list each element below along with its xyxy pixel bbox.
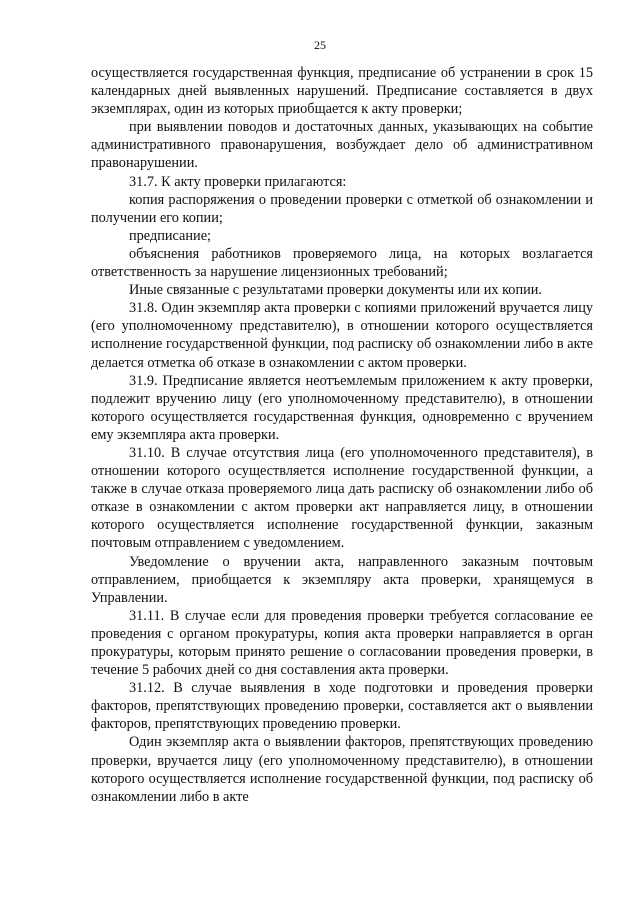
paragraph-31-12: 31.12. В случае выявления в ходе подготовки и проведения проверки факторов, препятствующих проведению проверки, составляется акт о выявлении факторов, препятствующих проведению проверки. (91, 680, 593, 733)
page-number: 25 (314, 38, 326, 52)
document-body (91, 64, 593, 806)
paragraph-prescription: предписание; (129, 227, 212, 244)
paragraph-31-8: 31.8. Один экземпляр акта проверки с копиями приложений вручается лицу (его уполномоченному представителю), в отношении которого осуществляется исполнение государственной функции, под расписку об ознакомлении либо в акте делается отметка об отказе в ознакомлении с актом проверки. (91, 300, 593, 371)
paragraph-order-copy: копия распоряжения о проведении проверки с отметкой об ознакомлении и получении его копии; (91, 191, 593, 226)
paragraph-delivery-notice: Уведомление о вручении акта, направленного заказным почтовым отправлением, приобщается к экземпляру акта проверки, хранящемуся в Управлении. (91, 553, 593, 606)
paragraph-31-7: 31.7. К акту проверки прилагаются: (129, 173, 347, 190)
paragraph-explanations: объяснения работников проверяемого лица, на которых возлагается ответственность за нарушение лицензионных требований; (91, 245, 593, 281)
paragraph-other-documents: Иные связанные с результатами проверки документы или их копии. (129, 282, 542, 299)
paragraph-continuation: осуществляется государственная функция, предписание об устранении в срок 15 календарных дней выявленных нарушений. Предписание составляется в двух экземплярах, один из которых приобщается к акту проверки; (91, 65, 593, 118)
paragraph-administrative-offense: при выявлении поводов и достаточных данных, указывающих на событие административного правонарушения, возбуждает дело об административном правонарушении. (91, 119, 593, 172)
paragraph-31-10: 31.10. В случае отсутствия лица (его уполномоченного представителя), в отношении которого осуществляется исполнение государственной функции, а также в случае отказа проверяемого лица дать расписку об ознакомлении либо об отказе в ознакомлении с актом проверки акт направляется лицу, в отношении которого осуществляется исполнение государственной функции, заказным почтовым отправлением с уведомлением. (91, 444, 593, 552)
paragraph-31-9: 31.9. Предписание является неотъемлемым приложением к акту проверки, подлежит вручению лицу (его уполномоченному представителю), в отношении которого осуществляется государственная функция, одновременно с вручением ему экземпляра акта проверки. (91, 372, 593, 443)
paragraph-31-11: 31.11. В случае если для проведения проверки требуется согласование ее проведения с органом прокуратуры, копия акта проверки направляется в орган прокуратуры, которым принято решение о согласовании проведения проверки, в течение 5 рабочих дней со дня составления акта проверки. (91, 607, 593, 679)
paragraph-factors-act-copy: Один экземпляр акта о выявлении факторов, препятствующих проведению проверки, вручается лицу (его уполномоченному представителю), в отношении которого осуществляется исполнение государственной функции, под расписку об ознакомлении либо в акте (91, 734, 593, 805)
